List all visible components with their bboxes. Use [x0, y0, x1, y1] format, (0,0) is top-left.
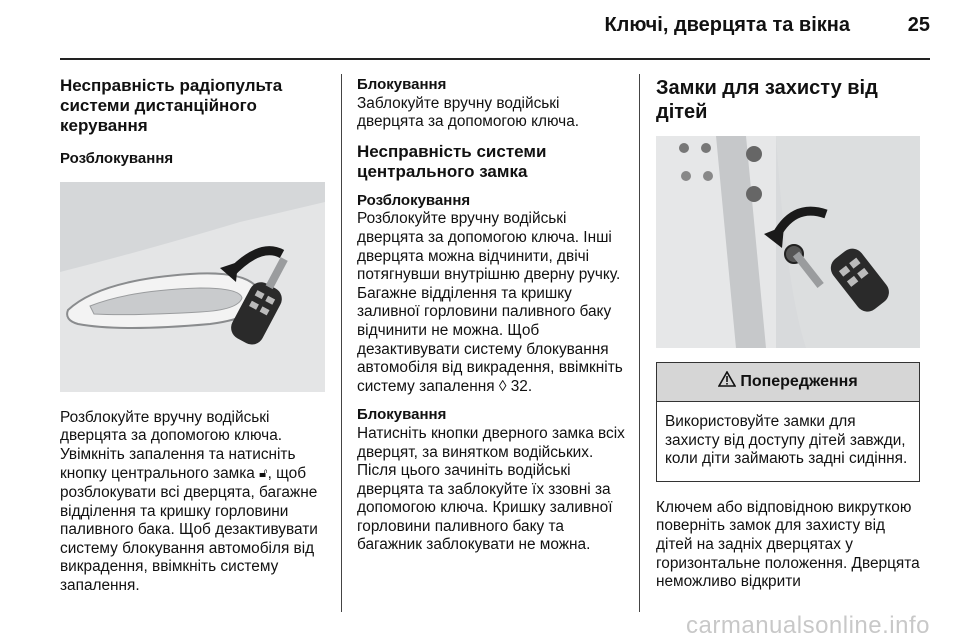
- warning-title: Попередження: [740, 372, 858, 390]
- unlock-instructions: Розблокуйте вручну водійські дверцята за допомогою ключа. Увімкніть запалення та натисніть кнопку центрального замка 🔓︎, щоб розблокувати всі дверцята, багажне відділення та кришку горловини паливного бака. Щоб дезактивувати систему блокування автомобіля від викрадення, ввімкніть систему запалення.: [60, 408, 318, 594]
- page-reference-link[interactable]: 32.: [506, 377, 533, 395]
- central-unlock-instructions: Розблокуйте вручну водійські дверцята за допомогою ключа. Інші дверцята можна відчинити, двічі потягнувши внутрішню дверну ручку. Багажне відділення та кришку заливної горловини паливного баку відчинити не можна. Щоб дезактивувати систему блокування автомобіля від викрадення, ввімкніть систему запалення ◊ 32.: [357, 210, 623, 395]
- page-header-title: Ключі, дверцята та вікна: [604, 14, 850, 36]
- door-handle-key-illustration: [60, 182, 325, 392]
- column-2: [357, 76, 629, 555]
- column-divider: [639, 74, 640, 612]
- warning-box: [656, 362, 920, 482]
- subheading-unlock: Розблокування: [60, 150, 174, 167]
- section-heading-central-lock: Несправність системи центрального замка: [357, 141, 547, 181]
- column-divider: [341, 74, 342, 612]
- warning-header: [657, 363, 919, 402]
- section-heading-child-locks: Замки для захисту від дітей: [656, 77, 878, 123]
- column-1: [60, 76, 328, 596]
- warning-text: Використовуйте замки для захисту від доступу дітей завжди, коли діти займають задні сидіння.: [665, 413, 908, 468]
- lock-instructions: Заблокуйте вручну водійські дверцята за допомогою ключа.: [357, 94, 580, 131]
- central-lock-instructions: Натисніть кнопки дверного замка всіх дверцят, за винятком водійських. Після цього зачиніть водійські дверцята та заблокуйте їх ззовні за допомогою ключа. Кришку заливної горловини паливного баку та багажник заблокувати не можна.: [357, 424, 625, 554]
- child-lock-key-illustration: [656, 136, 920, 348]
- watermark: carmanualsonline.info: [686, 612, 930, 639]
- header-rule: [60, 58, 930, 60]
- warning-triangle-icon: [718, 371, 736, 393]
- column-3: [656, 76, 928, 592]
- page-number: 25: [907, 14, 930, 36]
- subheading-lock: Блокування: [357, 406, 447, 424]
- child-lock-instructions: Ключем або відповідною викруткою поверніть замок для захисту від дітей на задніх дверцятах у горизонтальне положення. Дверцята неможливо відкрити: [656, 498, 920, 591]
- padlock-open-icon: 🔓︎: [259, 465, 268, 481]
- section-heading: Несправність радіопульта системи дистанційного керування: [60, 76, 283, 135]
- subheading-unlock: Розблокування: [357, 191, 471, 209]
- subheading-lock: Блокування: [357, 76, 447, 93]
- page-reference-icon: ◊: [498, 377, 507, 395]
